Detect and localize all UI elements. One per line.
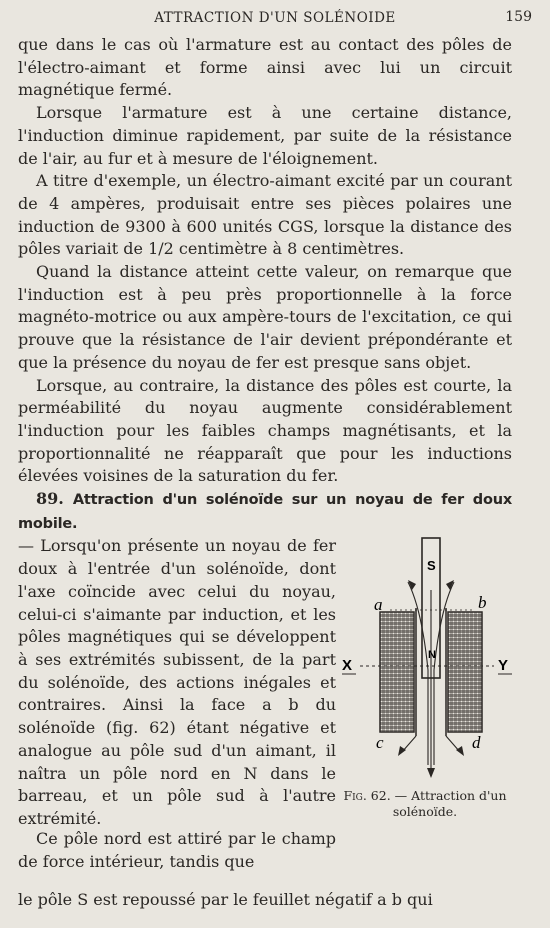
figure-caption-label: Fig. 62. (343, 788, 391, 803)
paragraph: Quand la distance atteint cette valeur, on remarque que l'induction est à peu près proportionnelle à la force magnéto-motrice ou aux ampère-tours de l'excitation, ce qui prouve que la résistance de l'air devient prépondérante et que la présence du noyau de fer est presque sans objet. (18, 262, 512, 372)
paragraph: le pôle S est repoussé par le feuillet négatif a b qui (18, 890, 433, 910)
paragraph-wrapped: — Lorsqu'on présente un noyau de fer doux à l'entrée d'un solénoïde, dont l'axe coïncide avec celui du noyau, celui-ci s'aimante par induction, et les pôles magnétiques qui se développent à ses extrémités subissent, de la part du solénoïde, des actions inégales et contraires. Ainsi la face a b du solénoïde (fig. 62) étant négative et analogue au pôle sud d'un aimant, il naîtra un pôle nord en N dans le barreau, et un pôle sud à l'autre extrémité. (18, 536, 336, 828)
coil-right (448, 612, 482, 732)
section-number: 89. (36, 489, 64, 509)
label-b: b (478, 593, 487, 612)
running-head: ATTRACTION D'UN SOLÉNOIDE (154, 10, 396, 26)
label-X: X (342, 657, 353, 674)
coil-left (380, 612, 414, 732)
solenoid-figure (338, 530, 518, 830)
figure-caption-text: — Attraction d'un solénoïde. (392, 788, 507, 819)
label-S: S (427, 558, 436, 573)
page-number: 159 (505, 9, 532, 25)
page-header (18, 6, 532, 30)
label-Y: Y (498, 657, 509, 674)
label-N: N (428, 649, 436, 661)
label-c: c (376, 733, 384, 752)
paragraph: Lorsque, au contraire, la distance des pôles est courte, la perméabilité du noyau augmente considérablement l'induction pour les faibles champs magnétisants, et la proportionnalité ne réapparaît que pour les inductions élevées voisines de la saturation du fer. (18, 375, 512, 486)
paragraph: Ce pôle nord est attiré par le champ de force intérieur, tandis que (18, 829, 336, 871)
section-title: Attraction d'un solénoïde sur un noyau de fer doux mobile. (18, 492, 512, 532)
label-d: d (472, 733, 481, 752)
section-heading (18, 488, 512, 535)
paragraph: Lorsque l'armature est à une certaine distance, l'induction diminue rapidement, par suite de la résistance de l'air, au fur et à mesure de l'éloignement. (18, 103, 512, 168)
label-a: a (374, 595, 383, 614)
paragraph: que dans le cas où l'armature est au contact des pôles de l'électro-aimant et forme ainsi avec lui un circuit magnétique fermé. (18, 35, 512, 100)
paragraph: A titre d'exemple, un électro-aimant excité par un courant de 4 ampères, produisait entre ses pièces polaires une induction de 9300 à 600 unités CGS, lorsque la distance des pôles variait de 1/2 centimètre à 8 centimètres. (18, 171, 512, 259)
